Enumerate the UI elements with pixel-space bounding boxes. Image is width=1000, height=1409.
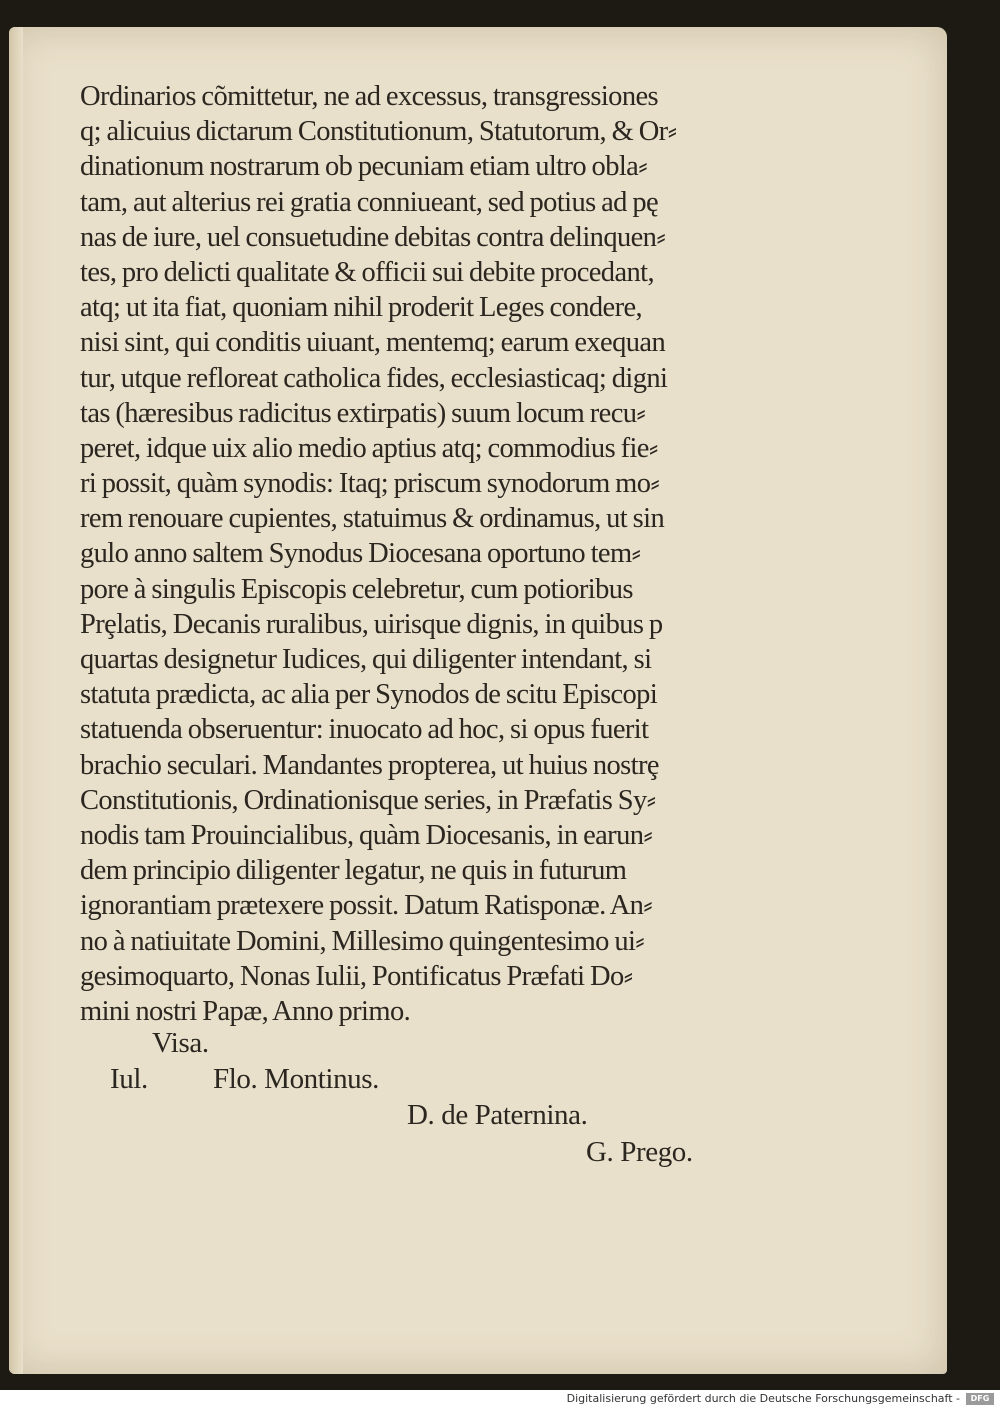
text-line: ignorantiam prætexere possit. Datum Ratisponæ. An⸗ (80, 890, 653, 922)
text-line: Constitutionis, Ordinationisque series, in Præfatis Sy⸗ (80, 784, 656, 816)
text-line: quartas designetur Iudices, qui diligenter intendant, si (80, 644, 652, 675)
signature-prego: G. Prego. (586, 1136, 693, 1168)
dfg-logo-icon: DFG (966, 1393, 994, 1405)
text-line: mini nostri Papæ, Anno primo. (80, 995, 411, 1027)
text-line: rem renouare cupientes, statuimus & ordinamus, ut sin (80, 503, 665, 535)
text-line: statuenda obseruentur: inuocato ad hoc, si opus fuerit (80, 714, 649, 746)
text-line: tas (hæresibus radicitus extirpatis) suum locum recu⸗ (80, 397, 646, 429)
signature-iul: Iul. (110, 1063, 148, 1095)
text-line: dem principio diligenter legatur, ne quis in futurum (80, 855, 627, 887)
text-line: no à natiuitate Domini, Millesimo quingentesimo ui⸗ (80, 925, 645, 957)
text-line: q; alicuius dictarum Constitutionum, Statutorum, & Or⸗ (80, 116, 677, 148)
text-line: tur, utque refloreat catholica fides, ecclesiasticaq; digni (80, 362, 668, 394)
text-line: nisi sint, qui conditis uiuant, mentemq; earum exequan (80, 327, 666, 359)
text-line: tam, aut alterius rei gratia conniueant, sed potius ad pę (80, 186, 659, 218)
footer-bar (0, 1390, 1000, 1409)
text-line: statuta prædicta, ac alia per Synodos de scitu Episcopi (80, 679, 658, 711)
text-line: atq; ut ita fiat, quoniam nihil proderit Leges condere, (80, 292, 643, 324)
signature-paternina: D. de Paternina. (407, 1099, 588, 1131)
text-line: Prȩlatis, Decanis ruralibus, uirisque dignis, in quibus p (80, 608, 663, 640)
footer-credit: Digitalisierung gefördert durch die Deutsche Forschungsgemeinschaft - (566, 1392, 960, 1405)
text-line: ri possit, quàm synodis: Itaq; priscum synodorum mo⸗ (80, 468, 660, 500)
text-line: nas de iure, uel consuetudine debitas contra delinquen⸗ (80, 221, 666, 253)
text-line: tes, pro delicti qualitate & officii sui debite procedant, (80, 256, 654, 288)
text-line: brachio seculari. Mandantes propterea, ut huius nostrȩ (80, 749, 659, 781)
book-page (9, 27, 947, 1374)
text-line: pore à singulis Episcopis celebretur, cum potioribus (80, 573, 633, 605)
text-line: peret, idque uix alio medio aptius atq; commodius fie⸗ (80, 432, 658, 464)
text-line: nodis tam Prouincialibus, quàm Diocesanis, in earun⸗ (80, 819, 653, 851)
text-line: gesimoquarto, Nonas Iulii, Pontificatus Præfati Do⸗ (80, 960, 633, 992)
text-line: dinationum nostrarum ob pecuniam etiam ultro obla⸗ (80, 151, 648, 183)
body-text (80, 79, 780, 1029)
text-line: gulo anno saltem Synodus Diocesana oportuno tem⸗ (80, 538, 641, 570)
text-line: Ordinarios cõmittetur, ne ad excessus, transgressiones (80, 81, 659, 112)
signature-montinus: Flo. Montinus. (213, 1063, 380, 1095)
signature-visa: Visa. (152, 1027, 209, 1059)
